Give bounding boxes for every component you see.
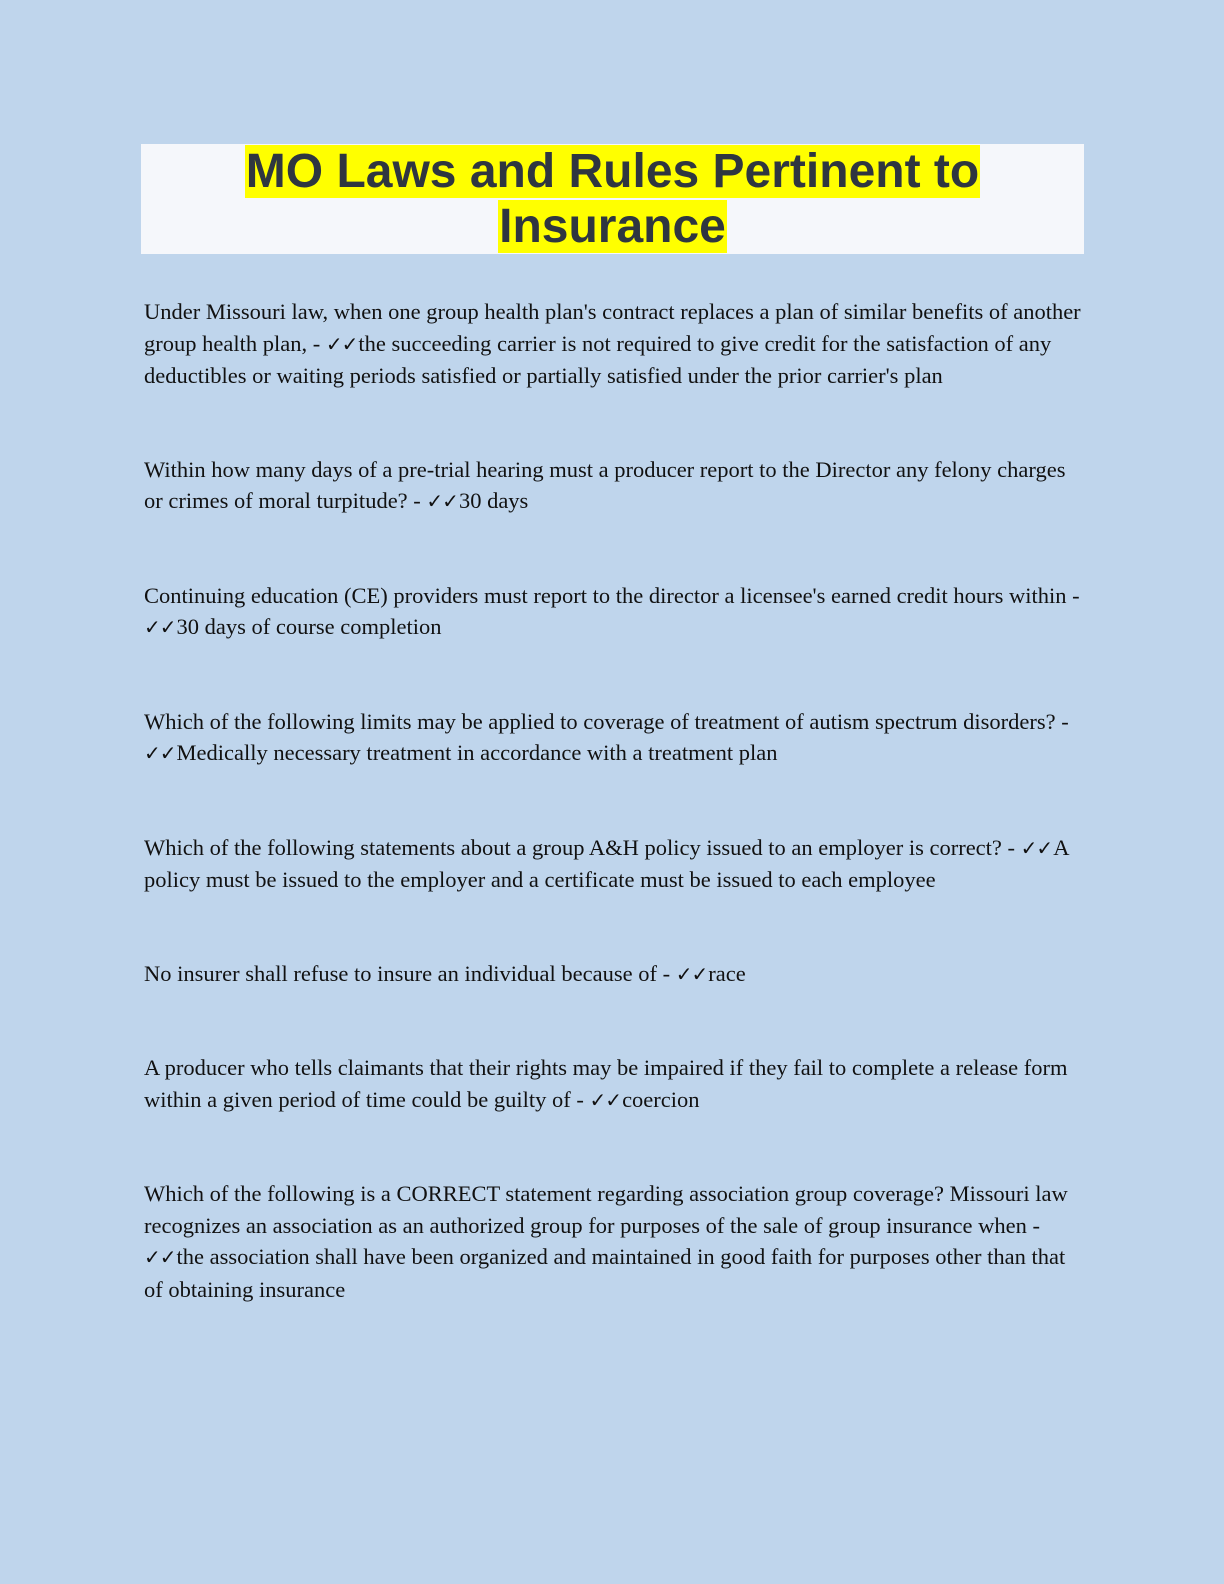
title-box	[141, 144, 1084, 254]
question-text: Which of the following statements about a group A&H policy issued to an employer is correct?	[144, 834, 1002, 860]
qa-item-8	[144, 1178, 1089, 1305]
question-text: Which of the following limits may be applied to coverage of treatment of autism spectrum disorders?	[144, 708, 1056, 734]
answer-text: coercion	[622, 1086, 700, 1112]
page-title	[141, 144, 1084, 254]
double-check-icon: ✓✓	[1020, 835, 1053, 860]
question-text: A producer who tells claimants that their rights may be impaired if they fail to complete a release form within a given period of time could be guilty of	[144, 1055, 1068, 1112]
double-check-icon: ✓✓	[325, 331, 358, 356]
answer-text: Medically necessary treatment in accordance with a treatment plan	[176, 740, 778, 765]
qa-item-5	[144, 832, 1089, 896]
page-title-line-1: MO Laws and Rules Pertinent to	[245, 145, 980, 198]
answer-text: the association shall have been organized and maintained in good faith for purposes other than that of obtaining insurance	[144, 1244, 1066, 1302]
answer-text: race	[708, 960, 746, 986]
qa-list	[144, 296, 1089, 1367]
answer-text: 30 days of course completion	[176, 614, 442, 639]
qa-item-3	[144, 580, 1089, 644]
answer-text: A policy must be issued to the employer and a certificate must be issued to each employee	[144, 834, 1069, 892]
double-check-icon: ✓✓	[675, 961, 708, 986]
double-check-icon: ✓✓	[144, 615, 176, 639]
question-text: Which of the following is a CORRECT statement regarding association group coverage? Missouri law recognizes an association as an authorized group for purposes of the sale of group insurance when	[144, 1181, 1068, 1238]
separator: -	[570, 1086, 590, 1112]
answer-text: the succeeding carrier is not required to give credit for the satisfaction of any deductibles or waiting periods satisfied or partially satisfied under the prior carrier's plan	[144, 330, 1052, 388]
question-text: Continuing education (CE) providers must report to the director a licensee's earned credit hours within	[144, 582, 1067, 608]
separator: -	[1001, 834, 1021, 860]
question-text: Within how many days of a pre-trial hearing must a producer report to the Director any felony charges or crimes of moral turpitude?	[144, 456, 1066, 513]
separator: -	[1066, 582, 1080, 608]
separator: -	[407, 488, 427, 513]
separator: -	[307, 330, 326, 356]
separator: -	[656, 960, 676, 986]
double-check-icon: ✓✓	[144, 1245, 176, 1269]
qa-item-1	[144, 296, 1089, 392]
question-text: No insurer shall refuse to insure an individual because of	[144, 960, 657, 986]
double-check-icon: ✓✓	[426, 489, 458, 513]
double-check-icon: ✓✓	[589, 1087, 622, 1112]
separator: -	[1055, 708, 1069, 734]
question-text: Under Missouri law, when one group health plan's contract replaces a plan of similar benefits of another group health plan,	[144, 299, 1081, 356]
qa-item-7	[144, 1052, 1089, 1116]
page-title-line-2: Insurance	[499, 200, 726, 253]
qa-item-4	[144, 706, 1089, 770]
separator: -	[1026, 1212, 1040, 1238]
double-check-icon: ✓✓	[144, 741, 176, 765]
qa-item-2	[144, 454, 1089, 518]
qa-item-6	[144, 958, 1089, 991]
answer-text: 30 days	[458, 488, 529, 513]
